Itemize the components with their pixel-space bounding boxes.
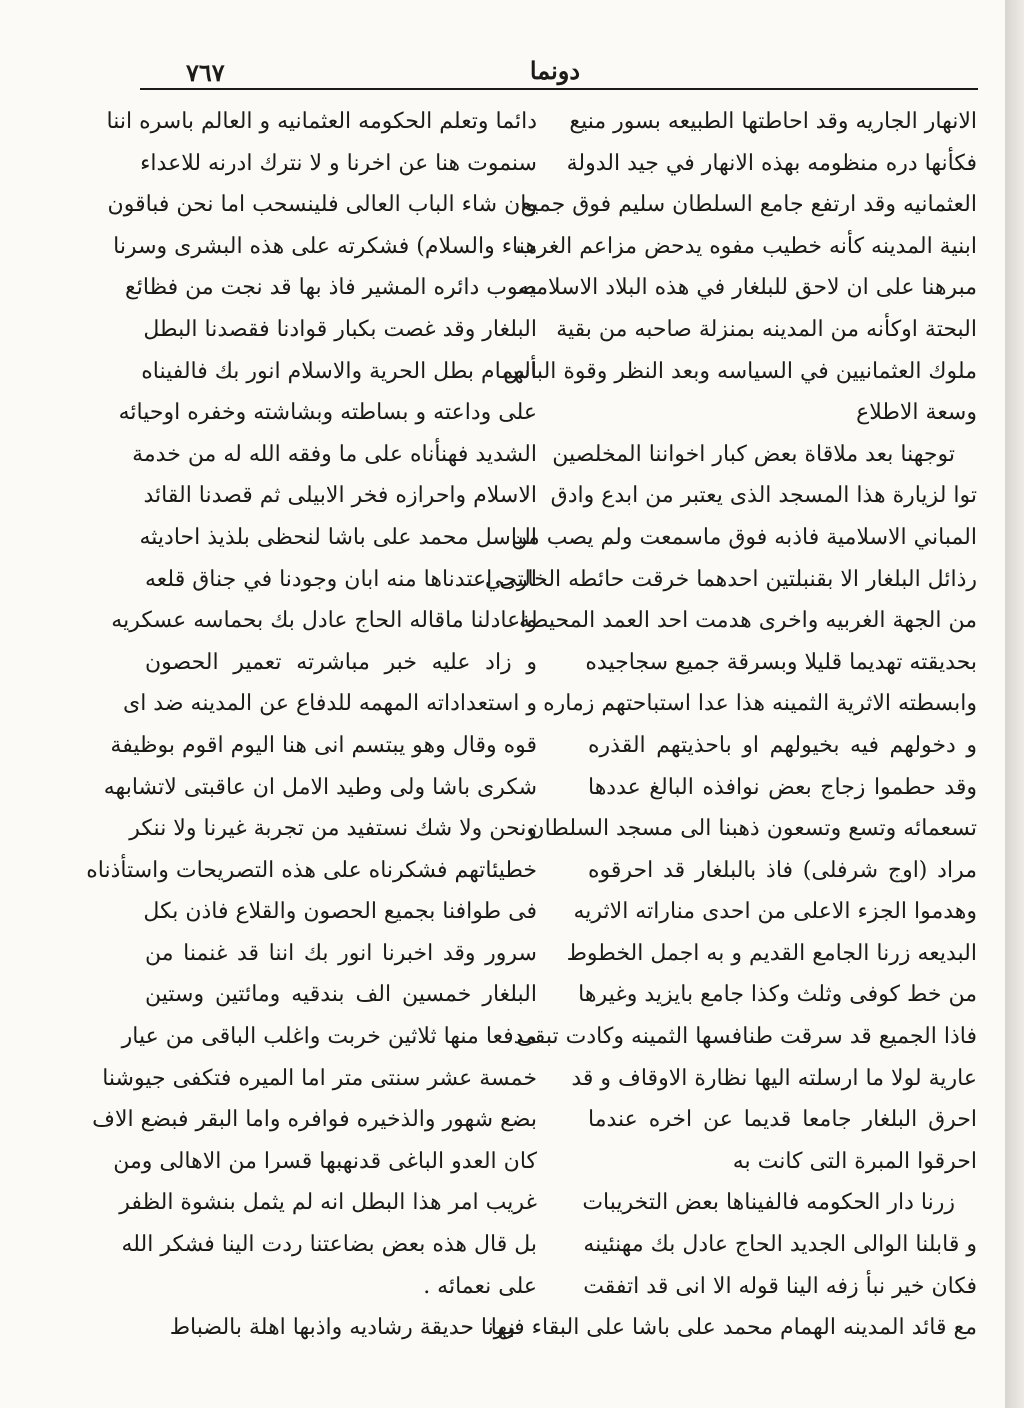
text-line: شكرى باشا ولى وطيد الامل ان عاقبتى لاتشابهه <box>103 774 537 800</box>
text-line: مراد (اوج شرفلى) فاذ بالبلغار قد احرقوه <box>588 857 977 883</box>
text-line: احرقوا المبرة التى كانت به <box>732 1148 977 1174</box>
text-line: على وداعته و بساطته وبشاشته وخفره اوحيائه <box>118 400 537 426</box>
text-line: خمسة عشر سنتى متر اما الميره فتكفى جيوشنا <box>102 1065 537 1091</box>
text-line: الهمام بطل الحرية والاسلام انور بك فالفيناه <box>141 358 537 384</box>
text-line: من خط كوفى وثلث وكذا جامع بايزيد وغيرها <box>578 982 977 1008</box>
header-rule <box>140 88 978 90</box>
page-number: ٧٦٧ <box>186 58 225 87</box>
text-line: مع قائد المدينه الهمام محمد على باشا على البقاء فيها <box>490 1315 977 1341</box>
text-line: و زاد عليه خبر مباشرته تعمير الحصون <box>145 649 537 675</box>
text-line: سنموت هنا عن اخرنا و لا نترك ادرنه للاعداء <box>140 150 537 176</box>
text-line: بل قال هذه بعض بضاعتنا ردت الينا فشكر الله <box>121 1232 537 1258</box>
text-line: من الجهة الغربيه واخرى هدمت احد العمد المحيطة <box>519 608 977 634</box>
page-header <box>140 50 978 88</box>
text-line: زرنا دار الحكومه فالفيناها بعض التخريبات <box>582 1190 955 1216</box>
text-line: واعادلنا ماقاله الحاج عادل بك بحماسه عسكريه <box>111 608 537 634</box>
text-line: سرور وقد اخبرنا انور بك اننا قد غنمنا من <box>145 940 537 966</box>
text-line: البلغار خمسين الف بندقيه ومائتين وستين <box>145 982 537 1008</box>
text-line: وهدموا الجزء الاعلى من احدى مناراته الاثريه <box>573 899 977 925</box>
text-line: مدفعا منها ثلاثين خربت واغلب الباقى من عيار <box>121 1024 537 1050</box>
text-line: فكأنها دره منظومه بهذه الانهار في جيد الدولة <box>566 150 977 176</box>
text-columns <box>86 101 977 1376</box>
text-line: و دخولهم فيه بخيولهم او باحذيتهم القذره <box>588 732 977 758</box>
text-line: ملوك العثمانيين في السياسه وبعد النظر وقوة البأس <box>503 358 977 384</box>
running-title: دونما <box>529 56 581 85</box>
text-line: هناء والسلام) فشكرته على هذه البشرى وسرنا <box>113 233 537 259</box>
text-line: البديعه زرنا الجامع القديم و به اجمل الخطوط <box>566 940 977 966</box>
text-line: فى طوافنا بجميع الحصون والقلاع فاذن بكل <box>143 899 537 925</box>
text-line: الشديد فهنأناه على ما وفقه الله له من خدمة <box>132 441 537 467</box>
text-line: فكان خير نبأ زفه الينا قوله الا انى قد اتفقت <box>583 1273 977 1299</box>
text-line: توا لزيارة هذا المسجد الذى يعتبر من ابدع وادق <box>550 483 977 509</box>
text-line: كان العدو الباغى قدنهبها قسرا من الاهالى ومن <box>113 1148 537 1174</box>
left-column <box>86 101 537 1349</box>
page-edge <box>1005 0 1024 1408</box>
text-line: على نعمائه . <box>423 1273 537 1299</box>
text-line: تسعمائه وتسع وتسعون ذهبنا الى مسجد السلطان <box>528 816 977 842</box>
text-line: ابنية المدينه كأنه خطيب مفوه يدحض مزاعم الغرب <box>516 233 977 259</box>
text-line: زرنا حديقة رشاديه واذبها اهلة بالضباط <box>169 1315 515 1341</box>
text-line: عارية لولا ما ارسلته اليها نظارة الاوقاف و قد <box>571 1065 977 1091</box>
text-line: البحتة اوكأنه من المدينه بمنزلة صاحبه من بقية <box>556 316 977 342</box>
text-line: مبرهنا على ان لاحق للبلغار في هذه البلاد الاسلاميه <box>517 275 977 301</box>
text-line: وقد حطموا زجاج بعض نوافذه البالغ عددها <box>588 774 977 800</box>
text-line: غريب امر هذا البطل انه لم يثمل بنشوة الظفر <box>119 1190 537 1216</box>
text-line: البلغار وقد غصت بكبار قوادنا فقصدنا البطل <box>143 316 537 342</box>
text-line: احرق البلغار جامعا قديما عن اخره عندما <box>588 1107 977 1133</box>
text-line: المباني الاسلامية فاذبه فوق ماسمعت ولم يصب من <box>511 524 977 550</box>
text-line: رذائل البلغار الا بقنبلتين احدهما خرقت حائطه الخارجي <box>484 566 977 592</box>
text-line: توجهنا بعد ملاقاة بعض كبار اخواننا المخلصين <box>552 441 955 467</box>
text-line: و قابلنا الوالى الجديد الحاج عادل بك مهنئينه <box>583 1232 977 1258</box>
text-line: بحديقته تهديما قليلا وبسرقة جميع سجاجيده <box>585 649 977 675</box>
text-line: ونحن ولا شك نستفيد من تجربة غيرنا ولا ننكر <box>129 816 537 842</box>
text-line: قوه وقال وهو يبتسم انى هنا اليوم اقوم بوظيفة <box>110 732 537 758</box>
text-line: و استعداداته المهمه للدفاع عن المدينه ضد اى <box>122 691 537 717</box>
text-line: التى اعتدناها منه ابان وجودنا في جناق قلعه <box>145 566 537 592</box>
text-line: صوب دائره المشير فاذ بها قد نجت من فظائع <box>125 275 537 301</box>
text-line: وان شاء الباب العالى فلينسحب اما نحن فباقون <box>107 192 537 218</box>
text-line: وسعة الاطلاع <box>856 400 977 426</box>
text-line: الانهار الجاريه وقد احاطتها الطبيعه بسور منيع <box>569 109 977 134</box>
right-column <box>484 101 977 1349</box>
text-line: دائما وتعلم الحكومه العثمانيه و العالم باسره اننا <box>106 109 537 134</box>
text-line: بضع شهور والذخيره فوافره واما البقر فبضع الاف <box>92 1107 537 1133</box>
text-line: فاذا الجميع قد سرقت طنافسها الثمينه وكادت تبقى <box>516 1024 977 1050</box>
text-line: العثمانيه وقد ارتفع جامع السلطان سليم فوق جميع <box>520 192 977 218</box>
text-line: الاسلام واحرازه فخر الابيلى ثم قصدنا القائد <box>143 483 537 509</box>
text-line: خطيئاتهم فشكرناه على هذه التصريحات واستأذناه <box>86 857 537 883</box>
text-line: وابسطته الاثرية الثمينه هذا عدا استباحتهم زماره <box>543 691 977 717</box>
text-line: الباسل محمد على باشا لنحظى بلذيذ احاديثه <box>139 524 537 550</box>
